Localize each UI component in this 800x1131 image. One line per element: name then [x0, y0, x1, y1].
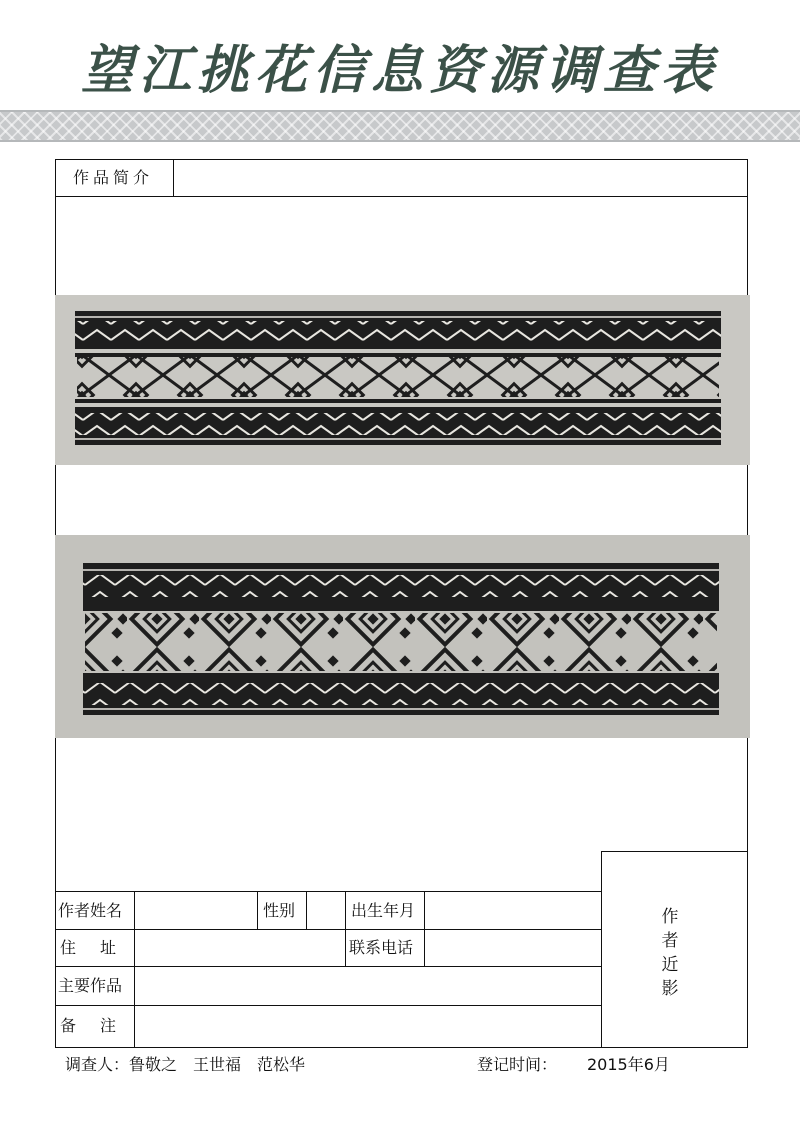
- address-label: 住 址: [60, 938, 121, 957]
- decorative-pattern-band: [0, 110, 800, 142]
- remarks-label: 备 注: [60, 1016, 121, 1035]
- main-works-label: 主要作品: [58, 976, 123, 995]
- gender-label: 性别: [263, 901, 296, 920]
- embroidery-photo-2: [55, 535, 750, 738]
- investigators: 调查人：鲁敬之 王世福 范松华: [65, 1055, 306, 1074]
- birth-label: 出生年月: [351, 901, 416, 920]
- embroidery-photo-1: [55, 295, 750, 465]
- intro-label: 作品简介: [73, 168, 154, 187]
- phone-label: 联系电话: [349, 938, 414, 957]
- author-name-label: 作者姓名: [58, 901, 123, 920]
- register-time-label: 登记时间：: [477, 1055, 558, 1074]
- register-date: 2015年6月: [587, 1055, 670, 1074]
- page-title: 望江挑花信息资源调查表: [80, 40, 719, 101]
- portrait-label: 作者近影: [661, 907, 679, 999]
